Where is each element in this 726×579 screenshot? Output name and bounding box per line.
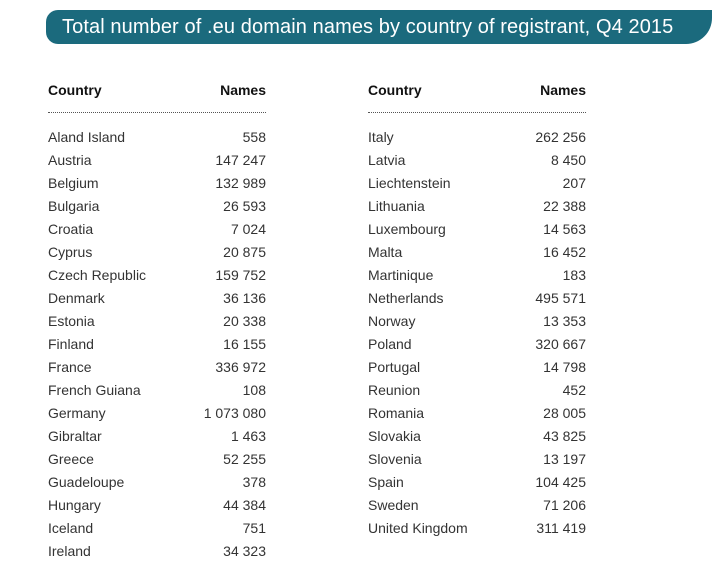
table-body bbox=[48, 126, 266, 563]
table-row bbox=[368, 379, 586, 402]
table-body bbox=[368, 126, 586, 540]
names-cell: 495 571 bbox=[535, 290, 586, 306]
country-cell: Lithuania bbox=[368, 198, 425, 214]
page-title: Total number of .eu domain names by country of registrant, Q4 2015 bbox=[62, 16, 674, 38]
names-cell: 71 206 bbox=[543, 497, 586, 513]
header-divider bbox=[368, 112, 586, 113]
names-cell: 20 875 bbox=[223, 244, 266, 260]
country-cell: Czech Republic bbox=[48, 267, 147, 283]
names-cell: 1 073 080 bbox=[203, 405, 266, 421]
table-row bbox=[48, 310, 266, 333]
table-row bbox=[368, 402, 586, 425]
country-cell: Aland Island bbox=[48, 129, 126, 145]
table-row bbox=[368, 195, 586, 218]
country-column-header: Country bbox=[368, 82, 422, 98]
table-row bbox=[368, 425, 586, 448]
country-cell: Belgium bbox=[48, 175, 99, 191]
country-cell: Hungary bbox=[48, 497, 101, 513]
country-cell: Latvia bbox=[368, 152, 406, 168]
names-cell: 108 bbox=[242, 382, 266, 398]
country-cell: Denmark bbox=[48, 290, 105, 306]
table-left bbox=[48, 80, 266, 563]
country-cell: Slovakia bbox=[368, 428, 421, 444]
table-row bbox=[48, 172, 266, 195]
country-cell: Cyprus bbox=[48, 244, 93, 260]
names-cell: 132 989 bbox=[215, 175, 266, 191]
names-cell: 14 798 bbox=[543, 359, 586, 375]
table-row bbox=[368, 172, 586, 195]
country-cell: Netherlands bbox=[368, 290, 444, 306]
names-cell: 207 bbox=[562, 175, 586, 191]
country-cell: Spain bbox=[368, 474, 404, 490]
names-cell: 104 425 bbox=[535, 474, 586, 490]
table-row bbox=[368, 356, 586, 379]
names-cell: 52 255 bbox=[223, 451, 266, 467]
country-cell: Portugal bbox=[368, 359, 421, 375]
names-cell: 147 247 bbox=[215, 152, 266, 168]
country-cell: Bulgaria bbox=[48, 198, 100, 214]
table-row bbox=[48, 149, 266, 172]
country-column-header: Country bbox=[48, 82, 102, 98]
country-cell: Finland bbox=[48, 336, 94, 352]
table-row bbox=[368, 517, 586, 540]
table-row bbox=[48, 195, 266, 218]
country-cell: Croatia bbox=[48, 221, 94, 237]
names-cell: 43 825 bbox=[543, 428, 586, 444]
table-row bbox=[368, 149, 586, 172]
country-cell: Sweden bbox=[368, 497, 419, 513]
country-cell: Austria bbox=[48, 152, 92, 168]
country-cell: Estonia bbox=[48, 313, 95, 329]
table-row bbox=[368, 448, 586, 471]
country-cell: France bbox=[48, 359, 92, 375]
country-cell: Norway bbox=[368, 313, 416, 329]
names-cell: 36 136 bbox=[223, 290, 266, 306]
country-cell: Gibraltar bbox=[48, 428, 102, 444]
country-cell: Iceland bbox=[48, 520, 94, 536]
table-row bbox=[368, 333, 586, 356]
country-cell: Martinique bbox=[368, 267, 434, 283]
table-right bbox=[368, 80, 586, 540]
country-cell: Greece bbox=[48, 451, 94, 467]
country-cell: United Kingdom bbox=[368, 520, 468, 536]
table-row bbox=[48, 448, 266, 471]
header-divider bbox=[48, 112, 266, 113]
table-row bbox=[48, 494, 266, 517]
names-column-header: Names bbox=[540, 82, 586, 98]
names-cell: 26 593 bbox=[223, 198, 266, 214]
names-cell: 320 667 bbox=[535, 336, 586, 352]
table-row bbox=[48, 517, 266, 540]
title-banner bbox=[46, 10, 712, 44]
country-cell: Ireland bbox=[48, 543, 91, 559]
table-row bbox=[368, 218, 586, 241]
country-cell: French Guiana bbox=[48, 382, 141, 398]
country-cell: Malta bbox=[368, 244, 403, 260]
country-cell: Italy bbox=[368, 129, 394, 145]
table-header bbox=[48, 80, 266, 100]
names-cell: 13 197 bbox=[543, 451, 586, 467]
country-cell: Luxembourg bbox=[368, 221, 446, 237]
table-row bbox=[48, 218, 266, 241]
table-row bbox=[368, 287, 586, 310]
table-row bbox=[368, 126, 586, 149]
table-row bbox=[48, 379, 266, 402]
country-cell: Romania bbox=[368, 405, 425, 421]
table-row bbox=[48, 264, 266, 287]
table-row bbox=[48, 356, 266, 379]
table-row bbox=[48, 471, 266, 494]
table-row bbox=[368, 471, 586, 494]
country-cell: Poland bbox=[368, 336, 412, 352]
names-cell: 16 155 bbox=[223, 336, 266, 352]
names-cell: 558 bbox=[242, 129, 266, 145]
table-row bbox=[48, 333, 266, 356]
table-row bbox=[368, 241, 586, 264]
table-row bbox=[48, 287, 266, 310]
country-cell: Liechtenstein bbox=[368, 175, 451, 191]
names-cell: 16 452 bbox=[543, 244, 586, 260]
names-cell: 44 384 bbox=[223, 497, 266, 513]
names-cell: 34 323 bbox=[223, 543, 266, 559]
table-row bbox=[48, 241, 266, 264]
names-cell: 159 752 bbox=[215, 267, 266, 283]
names-cell: 452 bbox=[562, 382, 586, 398]
names-cell: 14 563 bbox=[543, 221, 586, 237]
names-cell: 7 024 bbox=[230, 221, 266, 237]
names-column-header: Names bbox=[220, 82, 266, 98]
names-cell: 22 388 bbox=[543, 198, 586, 214]
names-cell: 751 bbox=[242, 520, 266, 536]
names-cell: 262 256 bbox=[535, 129, 586, 145]
country-cell: Guadeloupe bbox=[48, 474, 125, 490]
table-row bbox=[368, 264, 586, 287]
table-row bbox=[368, 494, 586, 517]
table-row bbox=[368, 310, 586, 333]
names-cell: 8 450 bbox=[550, 152, 586, 168]
names-cell: 20 338 bbox=[223, 313, 266, 329]
names-cell: 378 bbox=[242, 474, 266, 490]
table-header bbox=[368, 80, 586, 100]
names-cell: 336 972 bbox=[215, 359, 266, 375]
table-row bbox=[48, 540, 266, 563]
names-cell: 1 463 bbox=[230, 428, 266, 444]
country-cell: Reunion bbox=[368, 382, 421, 398]
table-row bbox=[48, 402, 266, 425]
table-row bbox=[48, 425, 266, 448]
names-cell: 13 353 bbox=[543, 313, 586, 329]
names-cell: 311 419 bbox=[536, 520, 586, 536]
names-cell: 28 005 bbox=[543, 405, 586, 421]
names-cell: 183 bbox=[562, 267, 586, 283]
country-cell: Slovenia bbox=[368, 451, 422, 467]
country-cell: Germany bbox=[48, 405, 106, 421]
table-row bbox=[48, 126, 266, 149]
